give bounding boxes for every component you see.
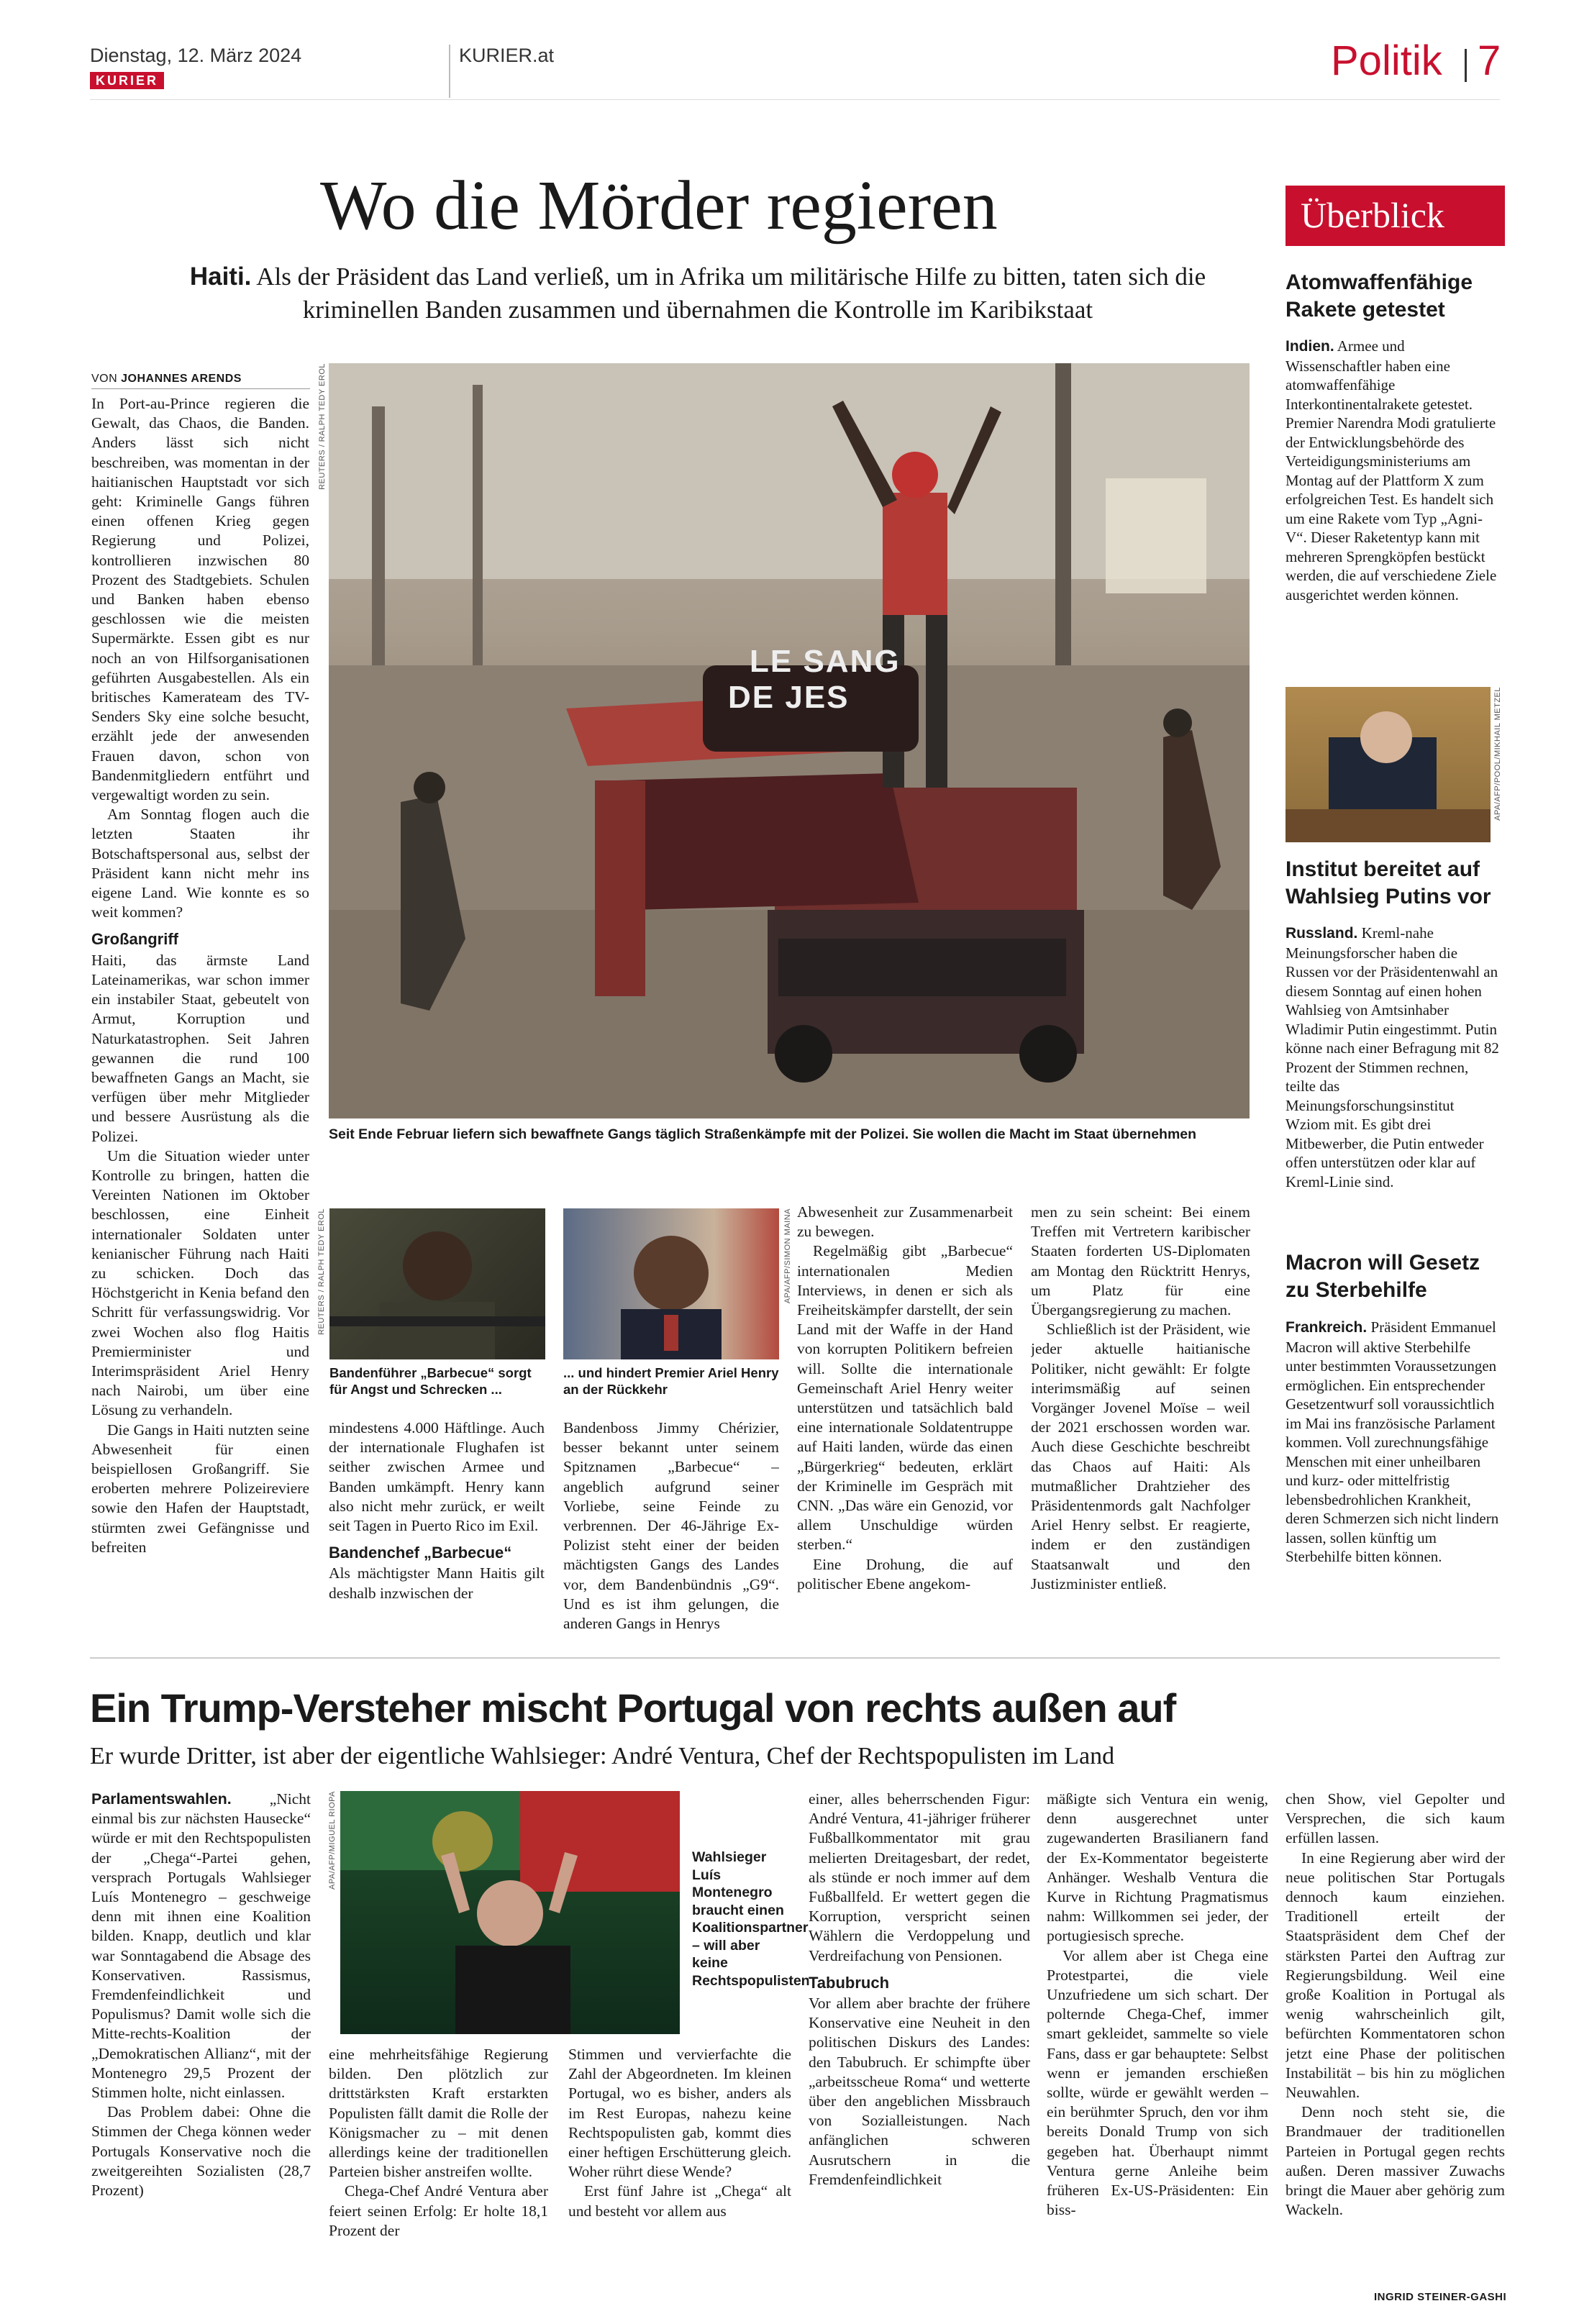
paragraph: Um die Situation wieder unter Kontrolle zu bringen, hatten die Vereinten Nationen im Oktober beschlossen, eine Einheit internationaler Soldaten unter kenianischer Führung nach Haiti zu schicken. Doch das Höchstgericht in Kenia befand den Schritt für verfassungswidrig. Vor zwei Wochen also flog Haitis Premierminister und Interimspräsident Ariel Henry nach Nairobi, um über eine Lösung zu verhandeln.: [91, 1147, 309, 1419]
article-column-1: [91, 394, 309, 1646]
subheading-grossangriff: Großangriff: [91, 930, 178, 949]
portrait-illustration: [1286, 687, 1491, 842]
sidebar-title: Überblick: [1301, 195, 1444, 235]
article2-column-2: [329, 2045, 548, 2310]
sidebar-item1-body: Armee und Wissenschaftler haben eine atomwaffenfähige Interkontinentalrakete getestet. Premier Narendra Modi gratulierte der Entwicklungsbehörde des Verteidigungsministeriums am Montag auf der Plattform X zum erfolgreichen Test. Es handelt sich um eine Rakete vom Typ „Agni-V“. Dieser Raketentyp kann mit mehreren Sprengköpfen bestückt werden, die auf verschiedene Ziele ausgerichtet werden können.: [1286, 337, 1497, 603]
paragraph: Als mächtigster Mann Haitis gilt deshalb inzwischen der: [329, 1564, 545, 1602]
sidebar-item3-body: Präsident Emmanuel Macron will aktive Sterbehilfe unter bestimmten Voraussetzungen ermöglichen. Ein entsprechender Gesetzentwurf soll voraussichtlich im Mai ins französische Parlament kommen. Voll zurechnungsfähige Menschen mit einer unheilbaren und kurz- oder mittelfristig lebensbedrohlichen Krankheit, deren Schmerzen sich nicht lindern lassen, sollen künftig um Sterbehilfe bitten können.: [1286, 1318, 1499, 1565]
paragraph: mäßigte sich Ventura ein wenig, denn ausgerechnet unter zugewanderten Brasilianern fand der Ex-Kommentator begeisterte Anhänger. Weshalb Ventura die Kurve in Richtung Pragmatismus nahm: Willkommen sei jeder, der portugiesisch spreche.: [1047, 1790, 1268, 1945]
photo-credit: APA/AFP/SIMON MAINA: [783, 1208, 792, 1304]
byline-rule: [91, 388, 310, 389]
header-divider: [449, 45, 450, 98]
paragraph: In Port-au-Prince regieren die Gewalt, das Chaos, die Banden. Anders lässt sich nicht beschreiben, was momentan in der haitianischen Hauptstadt vor sich geht: Kriminelle Gangs führen einen offenen Krieg gegen Regierung und Polizei, kontrollieren inzwischen 80 Prozent des Stadtgebiets. Schulen und Banken haben ebenso geschlossen wie die meisten Supermärkte. Essen gibt es nur noch an von Hilfsorganisationen geführten Ausgabestellen. Als ein britisches Kamerateam des TV-Senders Sky eine solche besucht, erzählt jede der anwesenden Frauen davon, schon von Bandenmitgliedern entführt und vergewaltigt worden zu sein.: [91, 395, 309, 804]
article-column-4: [797, 1203, 1013, 1641]
main-photo: [329, 363, 1250, 1118]
photo-sign-line2: DE JES: [728, 680, 850, 715]
sidebar-item2-text: [1286, 924, 1501, 1191]
paragraph: Denn noch steht sie, die Brandmauer der traditionellen Parteien in Portugal gegen rechts außen. Deren massiver Zuwachs bringt die Mauer aber gehörig zum Wackeln.: [1286, 2103, 1505, 2219]
paragraph: Das Problem dabei: Ohne die Stimmen der Chega können weder Portugals Konservative noch die zweitgereihten Sozialisten (28,7 Prozent): [91, 2103, 311, 2200]
ventura-photo-caption: Wahlsieger Luís Montenegro braucht einen Koalitionspartner – will aber keine Rechtspopulisten: [692, 1849, 810, 1989]
article-column-2: [329, 1418, 545, 1641]
paragraph: Regelmäßig gibt „Barbecue“ internationalen Medien Interviews, in denen er sich als Freiheitskämpfer darstellt, der sein Land mit der Waffe in der Hand von korrupten Politikern befreien will. Sollte die internationale Gemeinschaft Ariel Henry weiter unterstützen und tatsächlich bald eine internationale Soldatentruppe auf Haiti landen, würde das einen „Bürgerkrieg“ bedeuten, erklärt der Kriminelle im Gespräch mit CNN. „Das wäre ein Genozid, vor allem Unschuldige würden sterben.“: [797, 1242, 1013, 1554]
subheading-bandenchef: Bandenchef „Barbecue“: [329, 1544, 512, 1562]
sidebar-item1-lead: Indien.: [1286, 338, 1334, 355]
paragraph-text: „Nicht einmal bis zur nächsten Hausecke“ würde er mit den Rechtspopulisten der „Chega“-Partei gehen, versprach Portugals Wahlsieger Luís Montenegro – geschweige denn mit ihnen eine Koalition bilden. Knapp, deutlich und klar war Sonntagabend die Absage des Konservativen. Rassismus, Fremdenfeindlichkeit und Populismus? Damit wolle sich die Mitte-rechts-Koalition der „Demokratischen Allianz“, mit der Montenegro 29,5 Prozent der Stimmen holte, nicht einlassen.: [91, 1790, 311, 2102]
ventura-photo: [340, 1791, 680, 2034]
article2-subheadline: Er wurde Dritter, ist aber der eigentliche Wahlsieger: André Ventura, Chef der Rechtspopulisten im Land: [90, 1743, 1115, 1769]
sidebar-item3-lead: Frankreich.: [1286, 1319, 1368, 1336]
henry-photo: [563, 1208, 779, 1359]
street-scene-illustration: [329, 363, 1250, 1118]
article-headline: Wo die Mörder regieren: [320, 167, 998, 245]
paragraph: Vor allem aber brachte der frühere Konservative eine Neuheit in den politischen Diskurs des Landes: den Tabubruch. Er schimpfte über „arbeitsscheue Roma“ und wetterte über den angeblichen Missbrauch von Sozialleistungen. Nach anfänglichen schweren Ausrutschern in die Fremdenfeindlichkeit: [809, 1995, 1030, 2188]
subheadline-lead: Haiti.: [189, 263, 252, 291]
paragraph: Bandenboss Jimmy Chérizier, besser bekannt unter seinem Spitznamen „Barbecue“ – angeblich aufgrund seiner Vorliebe, seine Feinde zu verbrennen. Der 46-Jährige Ex-Polizist steht einer der beiden mächtigsten Gangs des Landes vor, dem Bandenbündnis „G9“. Und es ist ihm gelungen, die anderen Gangs in Henrys: [563, 1419, 779, 1633]
paragraph: Haiti, das ärmste Land Lateinamerikas, war schon immer ein instabiler Staat, gebeutelt von Armut, Korruption und Naturkatastrophen. Seit Jahren gewannen die rund 100 bewaffneten Gangs an Macht, sie verfügen über mehr Mitglieder und bessere Ausrüstung als die Polizei.: [91, 951, 309, 1145]
brand-logo: KURIER: [90, 72, 164, 89]
photo-sign-line1: LE SANG: [750, 644, 901, 679]
section-divider: [1465, 49, 1467, 82]
paragraph: Erst fünf Jahre ist „Chega“ alt und besteht vor allem aus: [568, 2182, 791, 2220]
barbecue-photo-caption: Bandenführer „Barbecue“ sorgt für Angst und Schrecken ...: [329, 1365, 532, 1397]
sidebar-item2-headline: Institut bereitet auf Wahlsieg Putins vor: [1286, 857, 1491, 908]
article2-author: INGRID STEINER-GASHI: [1374, 2291, 1507, 2303]
page-number: 7: [1478, 37, 1501, 84]
paragraph: Schließlich ist der Präsident, wie jeder aktuelle haitianische Politiker, nicht gewählt: Er folgte interimsmäßig auf seinen Vorgänger Jovenel Moïse – weil der 2021 erschossen worden war. Auch diese Geschichte beschreibt das Chaos auf Haiti: Als mutmaßlicher Drahtzieher des Präsidentenmords galt Nachfolger Ariel Henry selbst. Er reagierte, indem er den zuständigen Staatsanwalt und den Justizminister entließ.: [1031, 1321, 1250, 1592]
sidebar-item2-body: Kreml-nahe Meinungsforscher haben die Russen vor der Präsidentenwahl an diesem Sonntag auf einen hohen Wahlsieg von Amtsinhaber Wladimir Putin eingestimmt. Putin könne nach einer Befragung mit 82 Prozent der Stimmen rechnen, teilte das Meinungsforschungsinstitut Wziom mit. Es gibt drei Mitbewerber, die Putin entweder offen unterstützen oder klar auf Kreml-Linie sind.: [1286, 924, 1499, 1190]
portrait-illustration: [329, 1208, 545, 1359]
byline-name: JOHANNES ARENDS: [121, 373, 242, 385]
article-column-3: [563, 1418, 779, 1641]
sidebar-item3-headline: Macron will Gesetz zu Sterbehilfe: [1286, 1251, 1480, 1302]
paragraph: Vor allem aber ist Chega eine Protestpartei, die viele Unzufriedene um sich schart. Der polternde Chega-Chef, immer smart gekleidet, sammelte so viele Fans, dass er gar behauptete: Selbst wenn er jemanden erschießen sollte, würde er gewählt werden – ein berühmter Spruch, den vor ihm bereits Donald Trump von sich gegeben hat. Überhaupt nimmt Ventura gerne Anleihe beim früheren Ex-US-Präsidenten: Ein biss-: [1047, 1946, 1268, 2219]
section-name: Politik: [1331, 37, 1442, 84]
henry-photo-caption: ... und hindert Premier Ariel Henry an der Rückkehr: [563, 1365, 779, 1397]
paragraph: men zu sein scheint: Bei einem Treffen mit Vertretern karibischer Staaten forderten US-Diplomaten am Montag den Rücktritt Henrys, um Platz für eine Übergangsregierung zu machen.: [1031, 1203, 1250, 1319]
article-column-5: [1031, 1203, 1250, 1641]
article2-lead: Parlamentswahlen.: [91, 1790, 232, 1808]
header-site: KURIER.at: [459, 45, 555, 66]
subheading-tabubruch: Tabubruch: [809, 1973, 890, 1992]
article2-column-5: [1047, 1790, 1268, 2309]
article2-column-6: [1286, 1790, 1505, 2286]
photo-credit: REUTERS / RALPH TEDY EROL: [317, 1208, 326, 1335]
article-subheadline: [144, 260, 1252, 327]
paragraph: Stimmen und vervierfachte die Zahl der Abgeordneten. Im kleinen Portugal, wo es bisher, anders als im Rest Europas, nahezu keine Rechtspopulisten gab, kommt dies einer heftigen Erschütterung gleich. Woher rührt diese Wende?: [568, 2046, 791, 2181]
sidebar-item3-text: [1286, 1318, 1501, 1567]
sidebar-photo-credit: APA/AFP/POOL/MIKHAIL METZEL: [1493, 687, 1502, 821]
subheadline-text: Als der Präsident das Land verließ, um in Afrika um militärische Hilfe zu bitten, taten sich die kriminellen Banden zusammen und übernahmen die Kontrolle im Karibikstaat: [256, 263, 1206, 324]
sidebar-item2-lead: Russland.: [1286, 925, 1358, 942]
portrait-illustration: [340, 1791, 680, 2034]
paragraph: Am Sonntag flogen auch die letzten Staaten ihr Botschaftspersonal aus, selbst der Präsident kann nicht mehr ins eigene Land. Wie konnte es so weit kommen?: [91, 806, 309, 921]
paragraph: chen Show, viel Gepolter und Versprechen, die sich kaum erfüllen lassen.: [1286, 1790, 1505, 1847]
paragraph: eine mehrheitsfähige Regierung bilden. Den plötzlich zur drittstärksten Kraft erstarkten Populisten fällt damit die Rolle der Königsmacher zu – mit denen allerdings keine der traditionellen Parteien bisher anstreifen wollte.: [329, 2046, 548, 2181]
sidebar-item1-text: [1286, 337, 1501, 604]
paragraph: [91, 1790, 311, 2102]
paragraph: Eine Drohung, die auf politischer Ebene angekom-: [797, 1555, 1013, 1592]
paragraph: Abwesenheit zur Zusammenarbeit zu bewegen.: [797, 1203, 1013, 1241]
putin-photo: [1286, 687, 1491, 842]
barbecue-photo: [329, 1208, 545, 1359]
photo-credit: REUTERS / RALPH TEDY EROL: [318, 363, 327, 490]
article-divider: [90, 1657, 1500, 1659]
paragraph: mindestens 4.000 Häftlinge. Auch der internationale Flughafen ist seither zwischen Armee und Banden umkämpft. Henry kann also nicht mehr zurück, er weilt seit Tagen in Puerto Rico im Exil.: [329, 1419, 545, 1535]
article2-headline: Ein Trump-Versteher mischt Portugal von rechts außen auf: [90, 1685, 1176, 1731]
byline-prefix: VON: [91, 373, 118, 385]
portrait-illustration: [563, 1208, 779, 1359]
paragraph: Die Gangs in Haiti nutzten seine Abwesenheit für einen beispiellosen Großangriff. Sie eroberten mehrere Polizeireviere sowie den Hafen der Hauptstadt, stürmten zwei Gefängnisse und befreiten: [91, 1421, 309, 1556]
article2-column-4: [809, 1790, 1030, 2309]
sidebar-item1-headline: Atomwaffenfähige Rakete getestet: [1286, 270, 1473, 322]
article2-column-1: [91, 1790, 311, 2309]
photo-credit: APA/AFP/MIGUEL RIOPA: [328, 1791, 337, 1890]
paragraph: Chega-Chef André Ventura aber feiert seinen Erfolg: Er holte 18,1 Prozent der: [329, 2182, 548, 2239]
paragraph: einer, alles beherrschenden Figur: André Ventura, 41-jähriger früherer Fußballkommentator mit grau melierten Dreitagesbart, der redet, als stünde er noch immer auf dem Fußballfeld. Er wettert gegen die Korruption, verspricht seinen Wählern die Verdoppelung und Verdreifachung von Pensionen.: [809, 1790, 1030, 1964]
header-date: Dienstag, 12. März 2024: [90, 45, 302, 66]
article2-column-3: [568, 2045, 791, 2310]
paragraph: In eine Regierung aber wird der neue politischen Star Portugals dennoch kaum einziehen. Traditionell erteilt der Staatspräsident dem Chef der stärksten Partei den Auftrag zur Regierungsbildung. Weil eine große Koalition in Portugal als wenig wahrscheinlich gilt, befürchten Kommentatoren schon jetzt eine Phase der politischen Instabilität – bis hin zu möglichen Neuwahlen.: [1286, 1849, 1505, 2102]
main-photo-caption: Seit Ende Februar liefern sich bewaffnete Gangs täglich Straßenkämpfe mit der Polizei. Sie wollen die Macht im Staat übernehmen: [329, 1126, 1197, 1142]
byline: [91, 373, 242, 386]
header-rule: [90, 99, 1500, 100]
